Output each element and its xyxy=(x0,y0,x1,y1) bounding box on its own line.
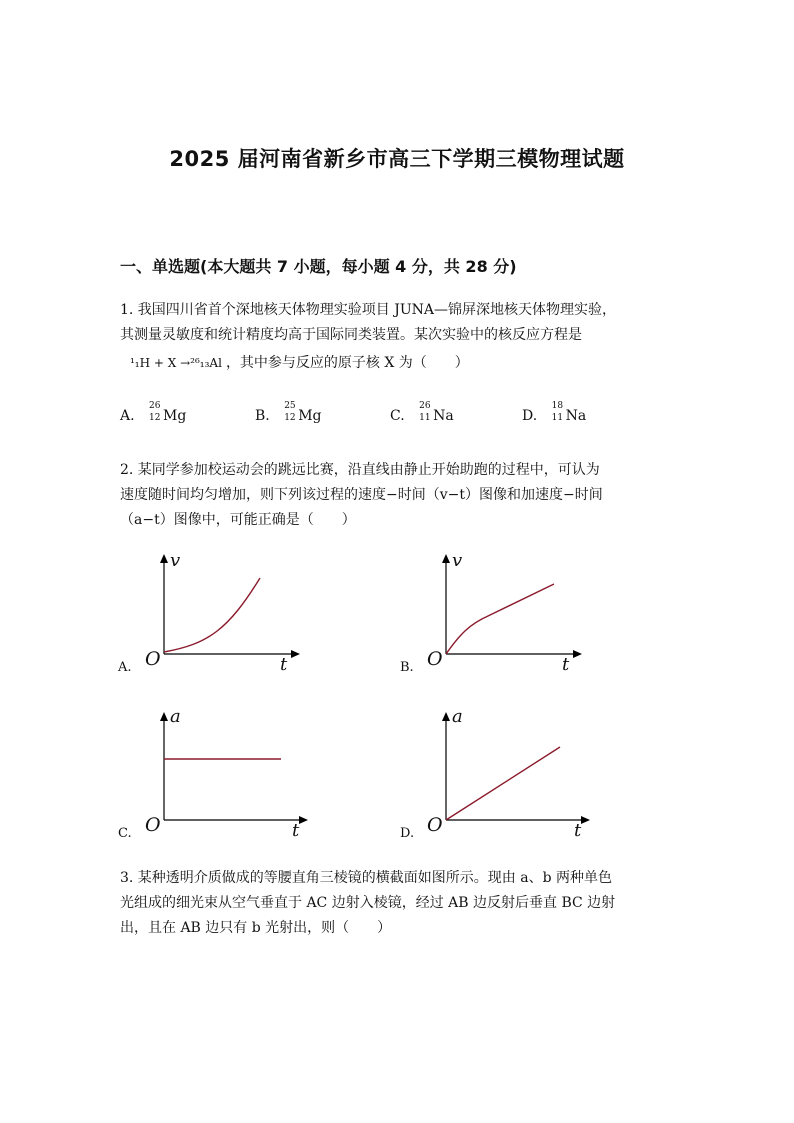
x-axis-arrow xyxy=(291,650,300,658)
y-axis-label: a xyxy=(452,706,463,727)
question-1-options xyxy=(120,401,680,438)
y-axis-arrow xyxy=(442,712,450,721)
nuclide xyxy=(149,401,187,424)
y-axis-label: a xyxy=(170,706,181,727)
atomic-number: 12 xyxy=(149,413,161,423)
mass-number: 26 xyxy=(419,401,431,411)
x-axis-label: t xyxy=(292,820,300,841)
option-b[interactable] xyxy=(255,401,322,424)
option-label: D. xyxy=(522,408,538,424)
option-label: B. xyxy=(255,408,270,424)
x-axis-label: t xyxy=(280,654,288,675)
x-axis-arrow xyxy=(299,816,308,824)
graph-curve xyxy=(446,584,554,654)
graph-c[interactable] xyxy=(118,706,318,846)
question-2-line-1: 2. 某同学参加校运动会的跳远比赛，沿直线由静止开始助跑的过程中，可认为 xyxy=(120,462,600,478)
atomic-number: 12 xyxy=(284,413,296,423)
origin-label: O xyxy=(427,814,443,836)
page-title: 2025 届河南省新乡市高三下学期三模物理试题 xyxy=(169,147,625,171)
option-label: C. xyxy=(390,408,405,424)
option-a[interactable] xyxy=(120,401,187,424)
question-2 xyxy=(120,458,680,533)
origin-label: O xyxy=(145,814,161,836)
origin-label: O xyxy=(145,648,161,670)
element-symbol: Na xyxy=(565,408,587,424)
nuclide xyxy=(419,401,454,424)
origin-label: O xyxy=(427,648,443,670)
question-3-line-2: 光组成的细光束从空气垂直于 AC 边射入棱镜，经过 AB 边反射后垂直 BC 边射 xyxy=(120,895,616,911)
question-2-line-3: （a−t）图像中，可能正确是（ ） xyxy=(120,512,356,528)
element-symbol: Mg xyxy=(298,408,322,424)
graph-label: A. xyxy=(118,660,132,675)
section-header: 一、单选题(本大题共 7 小题，每小题 4 分，共 28 分) xyxy=(120,257,517,276)
y-axis-label: v xyxy=(452,550,463,571)
y-axis-arrow xyxy=(442,554,450,563)
graph-label: D. xyxy=(400,826,415,841)
element-symbol: Mg xyxy=(163,408,187,424)
question-2-line-2: 速度随时间均匀增加，则下列该过程的速度−时间（v−t）图像和加速度−时间 xyxy=(120,487,603,503)
y-axis-label: v xyxy=(170,550,181,571)
element-symbol: Na xyxy=(433,408,454,424)
option-c[interactable] xyxy=(390,401,454,424)
x-axis-arrow xyxy=(573,650,582,658)
atomic-number: 11 xyxy=(551,413,564,423)
graph-label: C. xyxy=(118,826,132,841)
question-1-line-2: 其测量灵敏度和统计精度均高于国际同类装置。某次实验中的核反应方程是 xyxy=(120,327,582,343)
graph-d[interactable] xyxy=(400,706,600,846)
mass-number: 18 xyxy=(551,401,564,411)
graph-label: B. xyxy=(400,660,414,675)
y-axis-arrow xyxy=(160,712,168,721)
question-1-line-1: 1. 我国四川省首个深地核天体物理实验项目 JUNA—锦屏深地核天体物理实验， xyxy=(120,302,617,318)
question-1-equation-tail: ，其中参与反应的原子核 X 为（ ） xyxy=(225,355,469,371)
graph-curve xyxy=(446,747,560,820)
mass-number: 26 xyxy=(149,401,161,411)
x-axis-arrow xyxy=(581,816,590,824)
y-axis-arrow xyxy=(160,554,168,563)
graph-curve xyxy=(164,578,260,652)
option-label: A. xyxy=(120,408,135,424)
x-axis-label: t xyxy=(562,654,570,675)
mass-number: 25 xyxy=(284,401,296,411)
atomic-number: 11 xyxy=(419,413,431,423)
question-3-line-1: 3. 某种透明介质做成的等腰直角三棱镜的横截面如图所示。现由 a、b 两种单色 xyxy=(120,870,613,886)
question-3 xyxy=(120,866,680,941)
nuclear-equation: ¹₁H + X →²⁶₁₃Al xyxy=(130,356,222,370)
graph-b[interactable] xyxy=(400,548,590,678)
question-1-equation xyxy=(130,352,469,372)
x-axis-label: t xyxy=(574,820,582,841)
graph-a[interactable] xyxy=(118,548,308,678)
nuclide xyxy=(551,401,587,424)
nuclide xyxy=(284,401,322,424)
question-1 xyxy=(120,298,680,348)
option-d[interactable] xyxy=(522,401,587,424)
question-3-line-3: 出，且在 AB 边只有 b 光射出，则（ ） xyxy=(120,920,392,936)
